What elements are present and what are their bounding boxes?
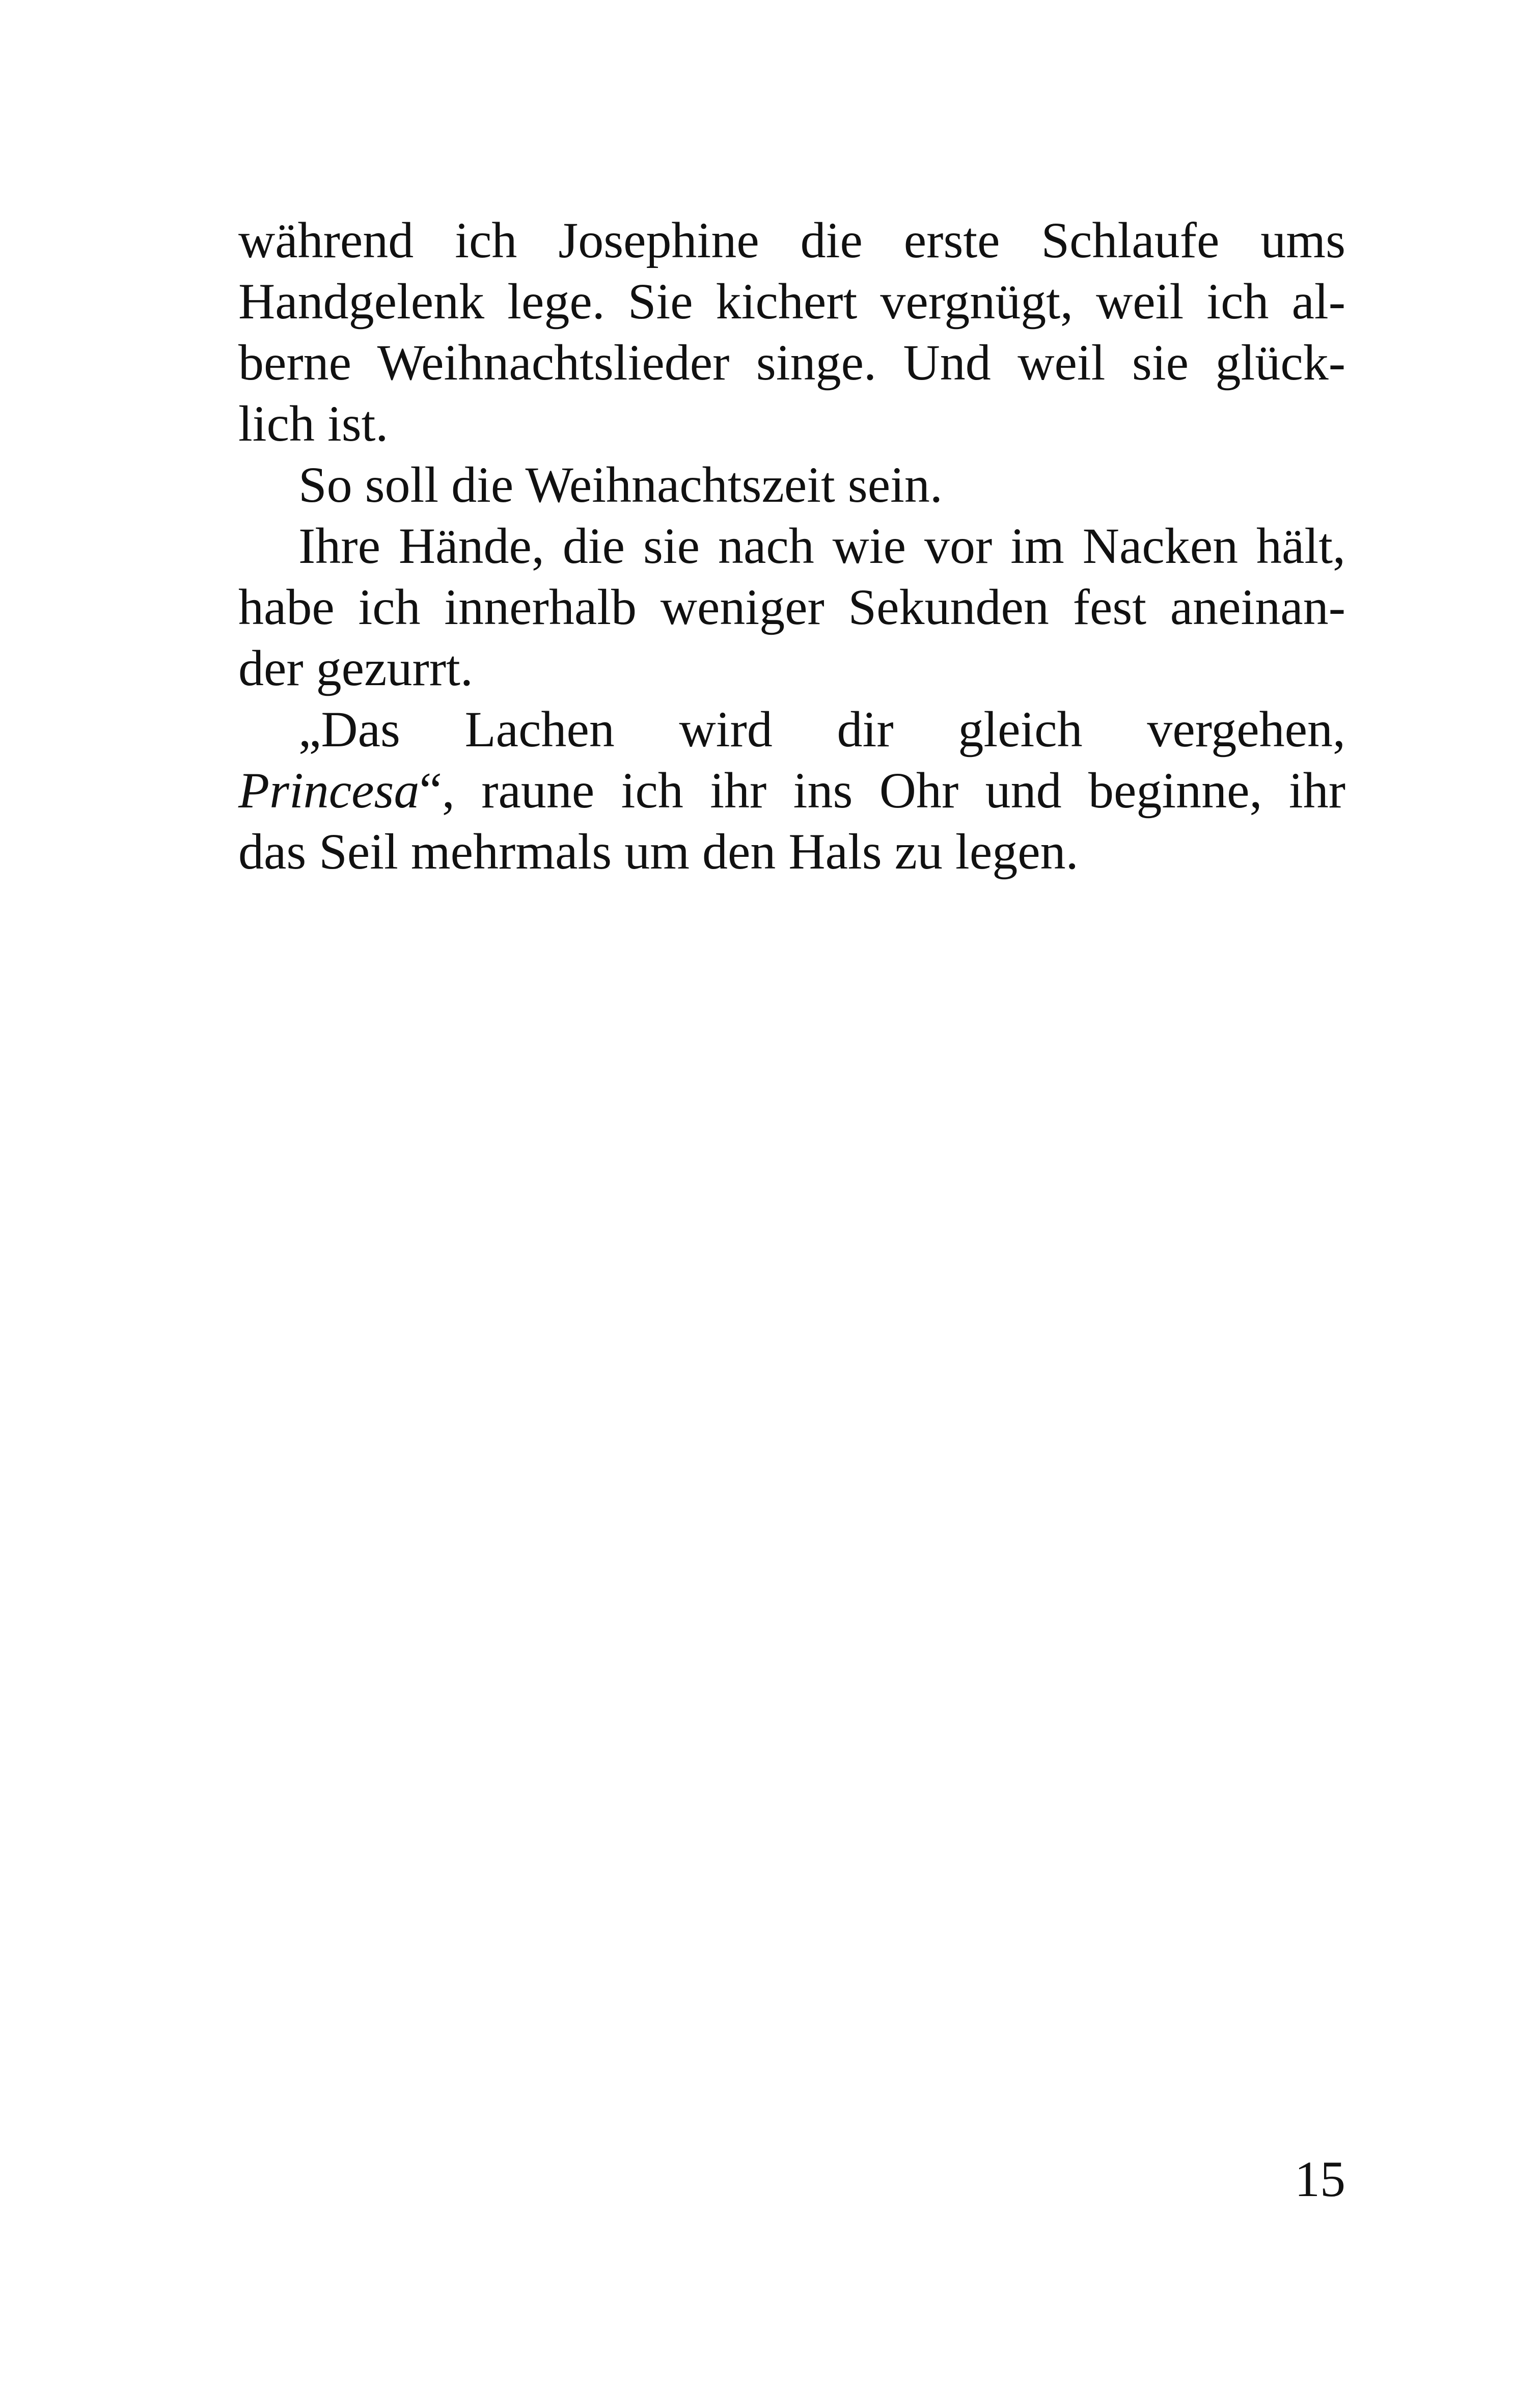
paragraph-2 [238,454,1345,516]
text-line: das Seil mehrmals um den Hals zu legen. [238,823,1079,880]
text-line: der gezurrt. [238,640,473,696]
text-fragment: “, raune ich ihr ins Ohr und beginne, ihr [419,762,1345,819]
text-line: berne Weihnachtslieder singe. Und weil sie glück- [238,334,1345,391]
text-line: So soll die Weihnachtszeit sein. [298,456,943,513]
text-line: lich ist. [238,395,389,452]
page-number: 15 [1295,2151,1345,2207]
paragraph-3 [238,516,1345,699]
body-text [238,210,1345,882]
text-line: „Das Lachen wird dir gleich vergehen, [298,701,1345,757]
text-line: während ich Josephine die erste Schlaufe ums [238,212,1345,268]
paragraph-4 [238,699,1345,882]
italic-word: Princesa [238,762,420,819]
text-line: Handgelenk lege. Sie kichert vergnügt, weil ich al- [238,273,1345,330]
paragraph-1 [238,210,1345,454]
text-line: habe ich innerhalb weniger Sekunden fest aneinan- [238,579,1345,635]
text-line [238,760,1345,821]
text-line: Ihre Hände, die sie nach wie vor im Nacken hält, [298,518,1345,574]
